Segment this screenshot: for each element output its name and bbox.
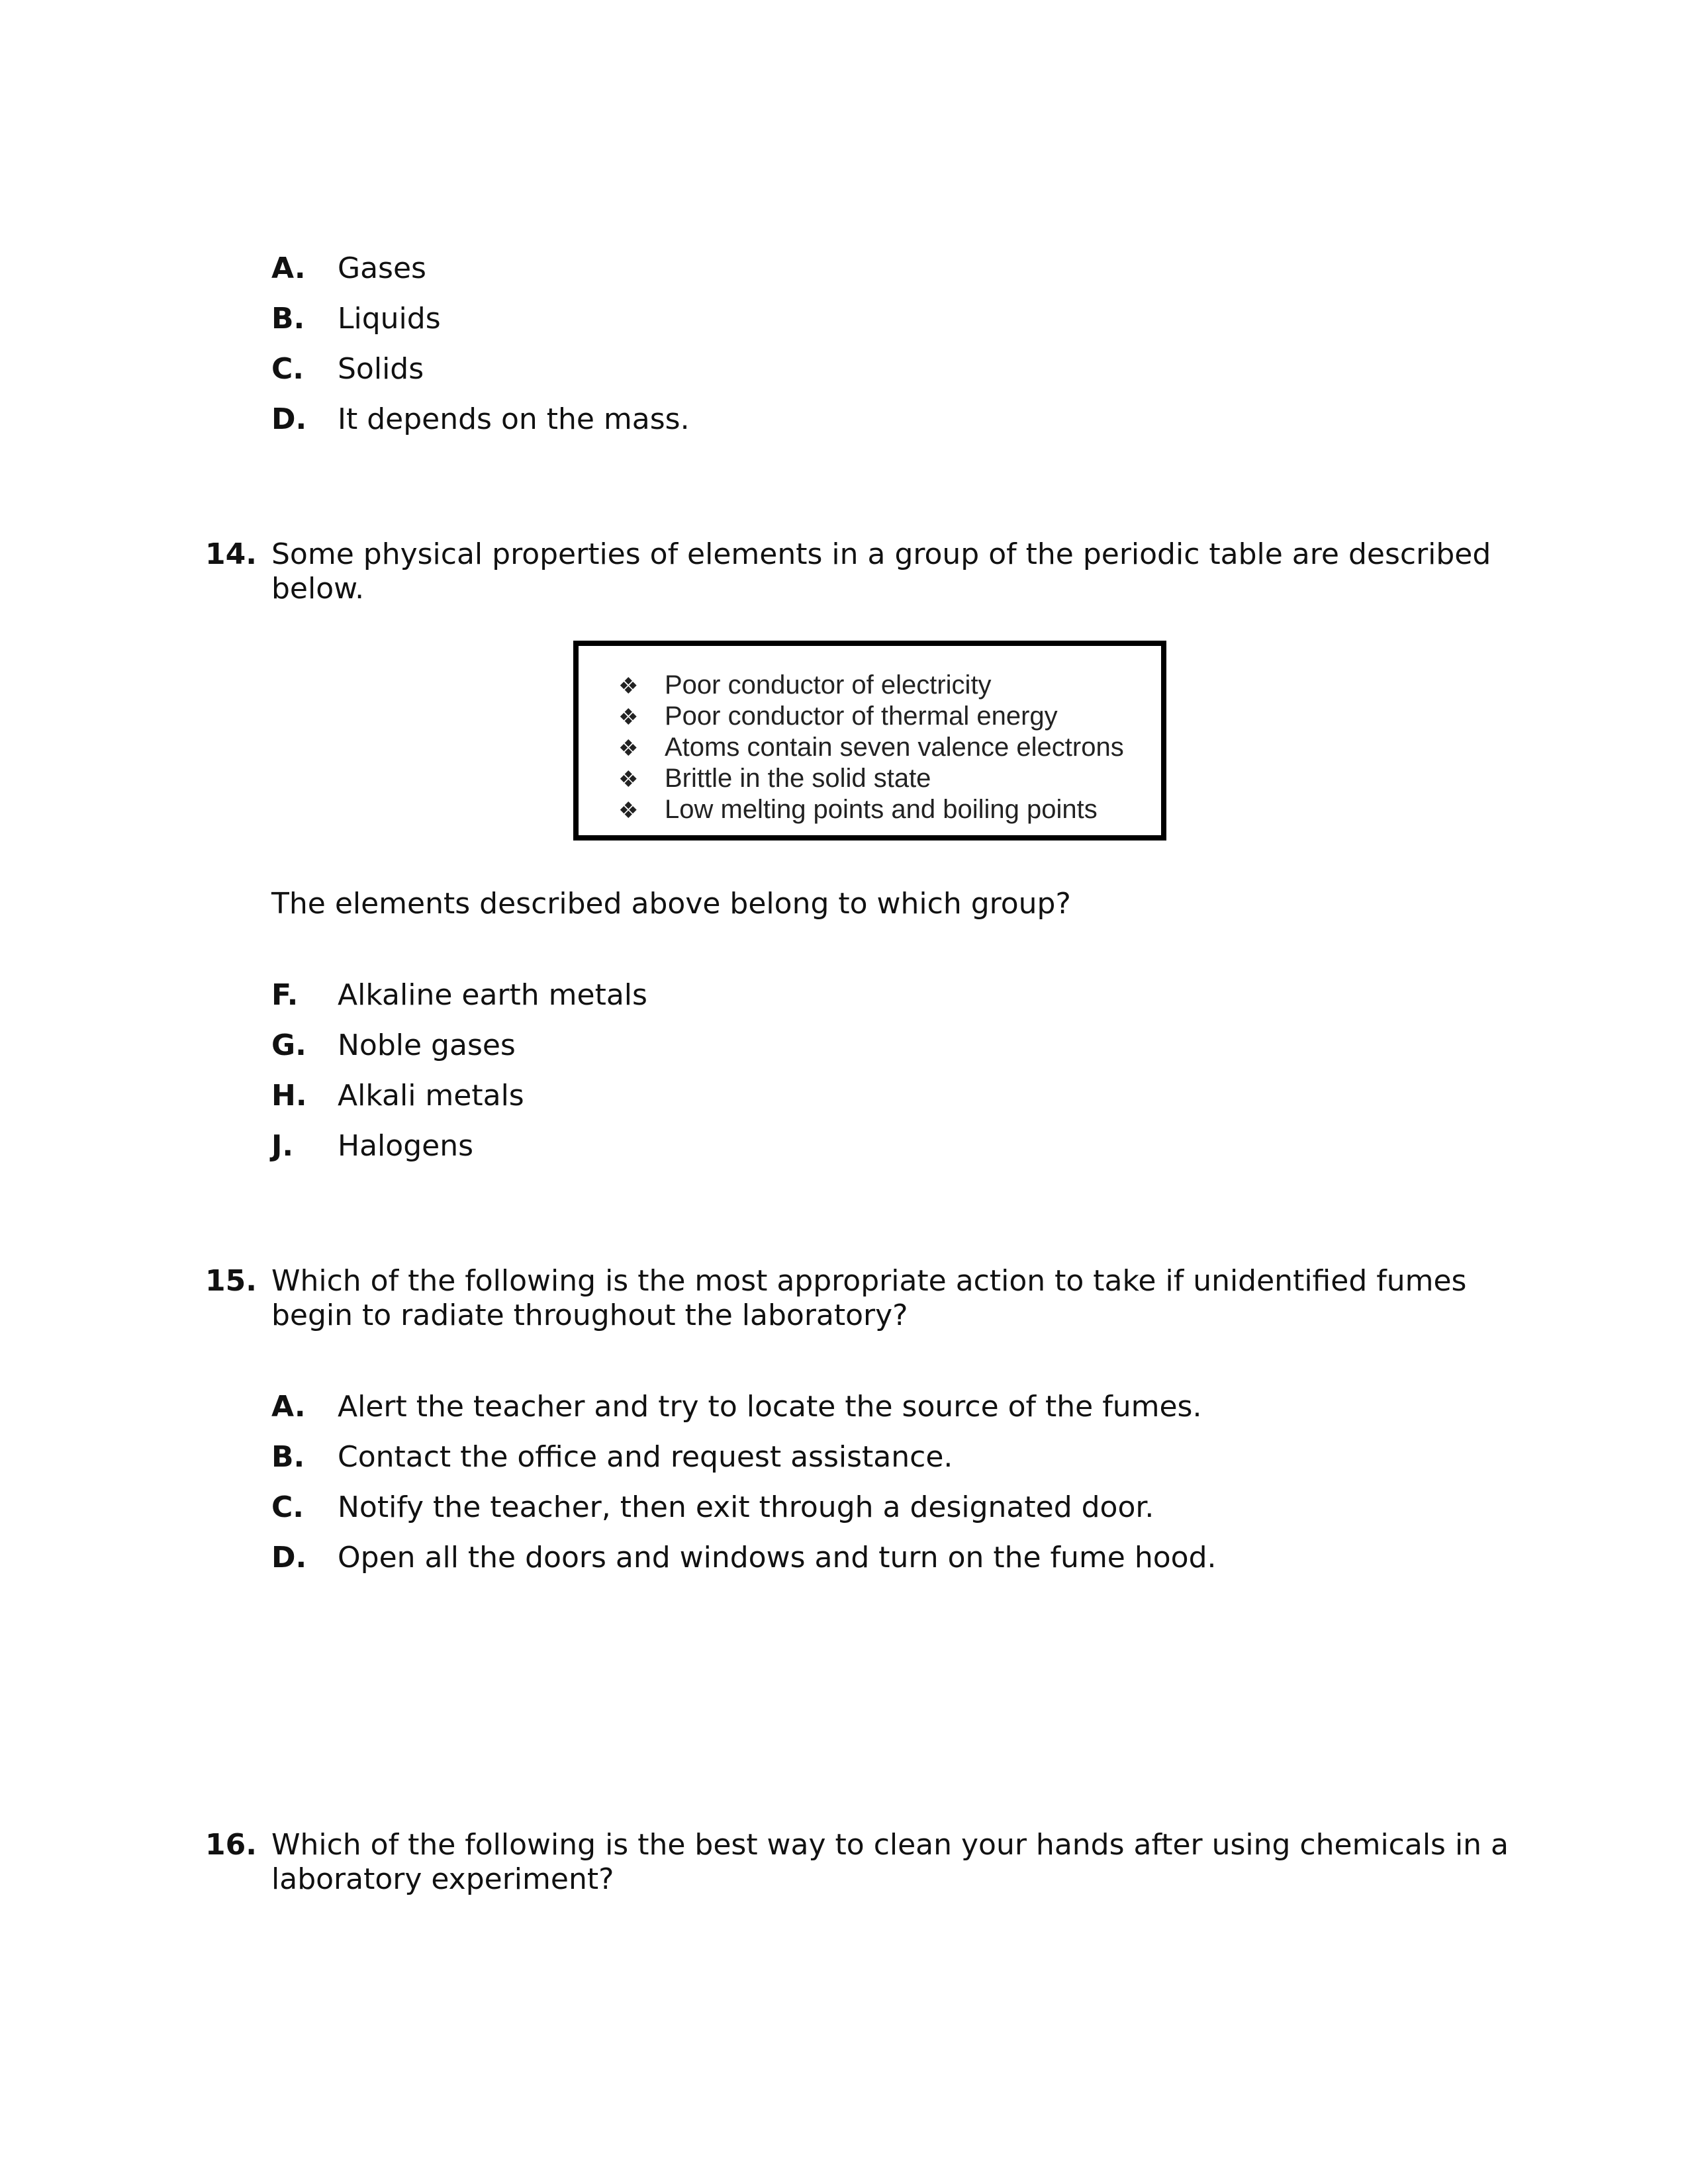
question-14 (205, 537, 1523, 610)
option-letter: H. (271, 1079, 307, 1113)
option-letter: B. (271, 302, 305, 336)
option-text: Liquids (338, 302, 441, 336)
properties-box (573, 641, 1166, 841)
diamond-bullet-icon: ❖ (618, 674, 639, 699)
option-text: Gases (338, 251, 426, 285)
diamond-bullet-icon: ❖ (618, 767, 639, 792)
option-letter: A. (271, 1390, 306, 1424)
question-number: 15. (205, 1264, 257, 1298)
option-text: Alkaline earth metals (338, 978, 647, 1012)
option-letter: B. (271, 1440, 305, 1474)
property-item: ❖ Atoms contain seven valence electrons (618, 732, 1124, 764)
option-text: Contact the office and request assistance. (338, 1440, 953, 1474)
property-item: ❖ Low melting points and boiling points (618, 794, 1098, 826)
question-number: 16. (205, 1828, 257, 1862)
question-15 (205, 1264, 1523, 1337)
property-item: ❖ Poor conductor of thermal energy (618, 701, 1058, 733)
diamond-bullet-icon: ❖ (618, 798, 639, 823)
option-text: Alkali metals (338, 1079, 524, 1113)
option-text: Notify the teacher, then exit through a designated door. (338, 1490, 1154, 1524)
option-text: Open all the doors and windows and turn on the fume hood. (338, 1541, 1217, 1574)
option-letter: D. (271, 402, 307, 436)
option-text: Alert the teacher and try to locate the source of the fumes. (338, 1390, 1202, 1424)
question-16 (205, 1828, 1523, 1901)
option-letter: C. (271, 352, 305, 386)
option-text: It depends on the mass. (338, 402, 690, 436)
option-letter: F. (271, 978, 299, 1012)
option-letter: C. (271, 1490, 305, 1524)
question-stem: Which of the following is the best way to clean your hands after using chemicals in a laboratory experiment? (271, 1828, 1509, 1896)
option-letter: G. (271, 1028, 306, 1062)
property-item: ❖ Brittle in the solid state (618, 763, 931, 795)
question-number: 14. (205, 537, 257, 571)
option-letter: J. (271, 1129, 294, 1163)
question-stem: Which of the following is the most appropriate action to take if unidentified fumes begin to radiate throughout the laboratory? (271, 1264, 1467, 1332)
option-text: Noble gases (338, 1028, 516, 1062)
diamond-bullet-icon: ❖ (618, 736, 639, 761)
option-letter: D. (271, 1541, 307, 1574)
option-text: Solids (338, 352, 424, 386)
option-letter: A. (271, 251, 306, 285)
property-item: ❖ Poor conductor of electricity (618, 670, 992, 702)
question-stem: Some physical properties of elements in a group of the periodic table are described below. (271, 537, 1491, 606)
option-text: Halogens (338, 1129, 474, 1163)
diamond-bullet-icon: ❖ (618, 705, 639, 730)
q14-followup: The elements described above belong to which group? (271, 887, 1071, 921)
